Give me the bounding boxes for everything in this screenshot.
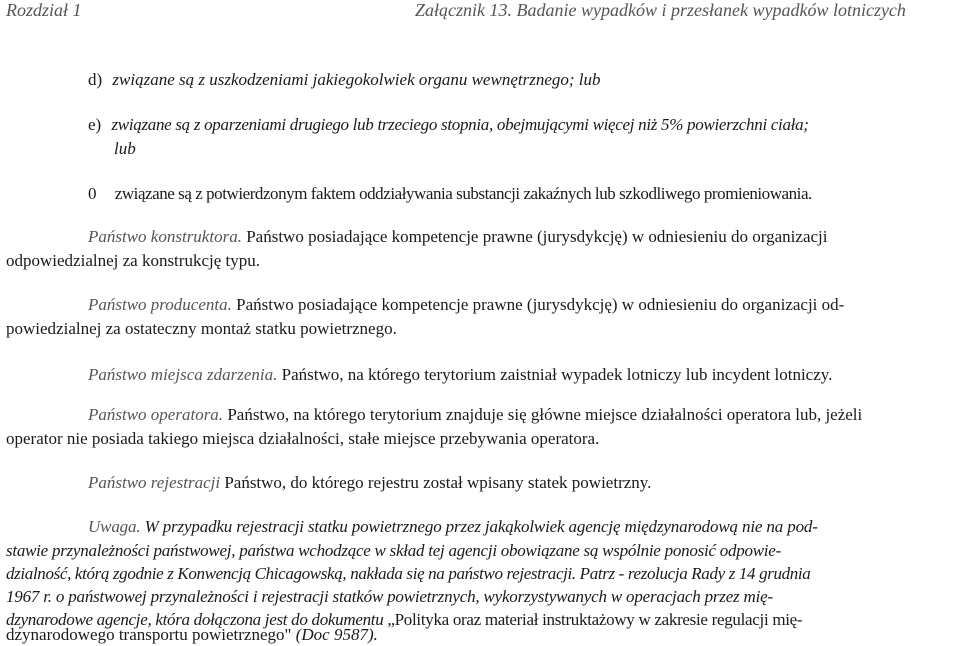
definition-text: Państwo, na którego terytorium zaistniał wypadek lotniczy lub incydent lotniczy. xyxy=(281,365,833,384)
definition-term: Państwo producenta. xyxy=(88,295,232,314)
note-line-6 xyxy=(6,624,378,646)
definition-text-continuation: operator nie posiada takiego miejsca działalności, stałe miejsce przebywania operatora. xyxy=(6,429,600,448)
page-header xyxy=(6,0,940,24)
definition-text: Państwo posiadające kompetencje prawne (jurysdykcję) w odniesieniu do organizacji xyxy=(246,227,828,246)
list-item-text: związane są z uszkodzeniami jakiegokolwiek organu wewnętrznego; lub xyxy=(112,70,601,89)
definition-term: Państwo miejsca zdarzenia. xyxy=(88,365,278,384)
definition-text: Państwo posiadające kompetencje prawne (jurysdykcję) w odniesieniu do organizacji od- xyxy=(236,295,845,314)
definition-state-of-occurrence xyxy=(88,364,832,386)
definition-text-continuation: odpowiedzialnej za konstrukcję typu. xyxy=(6,251,260,270)
definition-term: Państwo rejestracji xyxy=(88,473,221,492)
note-line-4: 1967 r. o państwowej przynależności i rejestracji statków powietrznych, wykorzystywanych w operacjach przez mię- xyxy=(6,587,773,606)
note-line-3: dzialność, którą zgodnie z Konwencją Chicagowską, nakłada się na państwo rejestracji. Patrz - rezolucja Rady z 14 grudnia xyxy=(6,564,811,583)
list-marker: 0 xyxy=(88,184,97,203)
chapter-label: Rozdział 1 xyxy=(6,0,82,20)
document-title: „Polityka oraz materiał instruktażowy w zakresie regulacji mię- xyxy=(387,610,803,629)
list-item-d xyxy=(88,69,601,91)
definition-state-of-design xyxy=(88,226,827,248)
list-item-e-continuation: lub xyxy=(114,139,136,158)
definition-text: Państwo, do którego rejestru został wpisany statek powietrzny. xyxy=(224,473,652,492)
definition-state-of-registry xyxy=(88,472,651,494)
list-marker: d) xyxy=(88,70,103,89)
list-marker: e) xyxy=(88,115,102,134)
note-text: dzynarodowe agencje, która dołączona jest do dokumentu xyxy=(6,610,384,629)
definition-term: Państwo operatora. xyxy=(88,405,224,424)
definition-term: Państwo konstruktora. xyxy=(88,227,242,246)
list-item-e xyxy=(88,114,809,136)
list-item-f xyxy=(88,183,812,205)
document-title-continuation: dzynarodowego transportu powietrznego" xyxy=(6,625,292,644)
list-item-text: związane są z potwierdzonym faktem oddziaływania substancji zakaźnych lub szkodliwego promieniowania. xyxy=(114,184,812,203)
note-label: Uwaga. xyxy=(88,517,141,536)
definition-state-of-operator xyxy=(88,404,862,426)
note-line-2: stawie przynależności państwowej, państwa wchodzące w skład tej agencji obowiązane są wspólnie ponosić odpowie- xyxy=(6,541,781,560)
list-item-text: związane są z oparzeniami drugiego lub trzeciego stopnia, obejmującymi więcej niż 5% powierzchni ciała; xyxy=(111,115,809,134)
definition-state-of-manufacture xyxy=(88,294,844,316)
definition-text-continuation: powiedzialnej za ostateczny montaż statku powietrznego. xyxy=(6,319,397,338)
appendix-title: Załącznik 13. Badanie wypadków i przesłanek wypadków lotniczych xyxy=(415,0,906,20)
document-reference: (Doc 9587). xyxy=(295,625,378,644)
note-line-1 xyxy=(88,516,818,538)
note-text: W przypadku rejestracji statku powietrznego przez jakąkolwiek agencję międzynarodową nie na pod- xyxy=(144,517,818,536)
definition-text: Państwo, na którego terytorium znajduje się główne miejsce działalności operatora lub, jeżeli xyxy=(227,405,863,424)
